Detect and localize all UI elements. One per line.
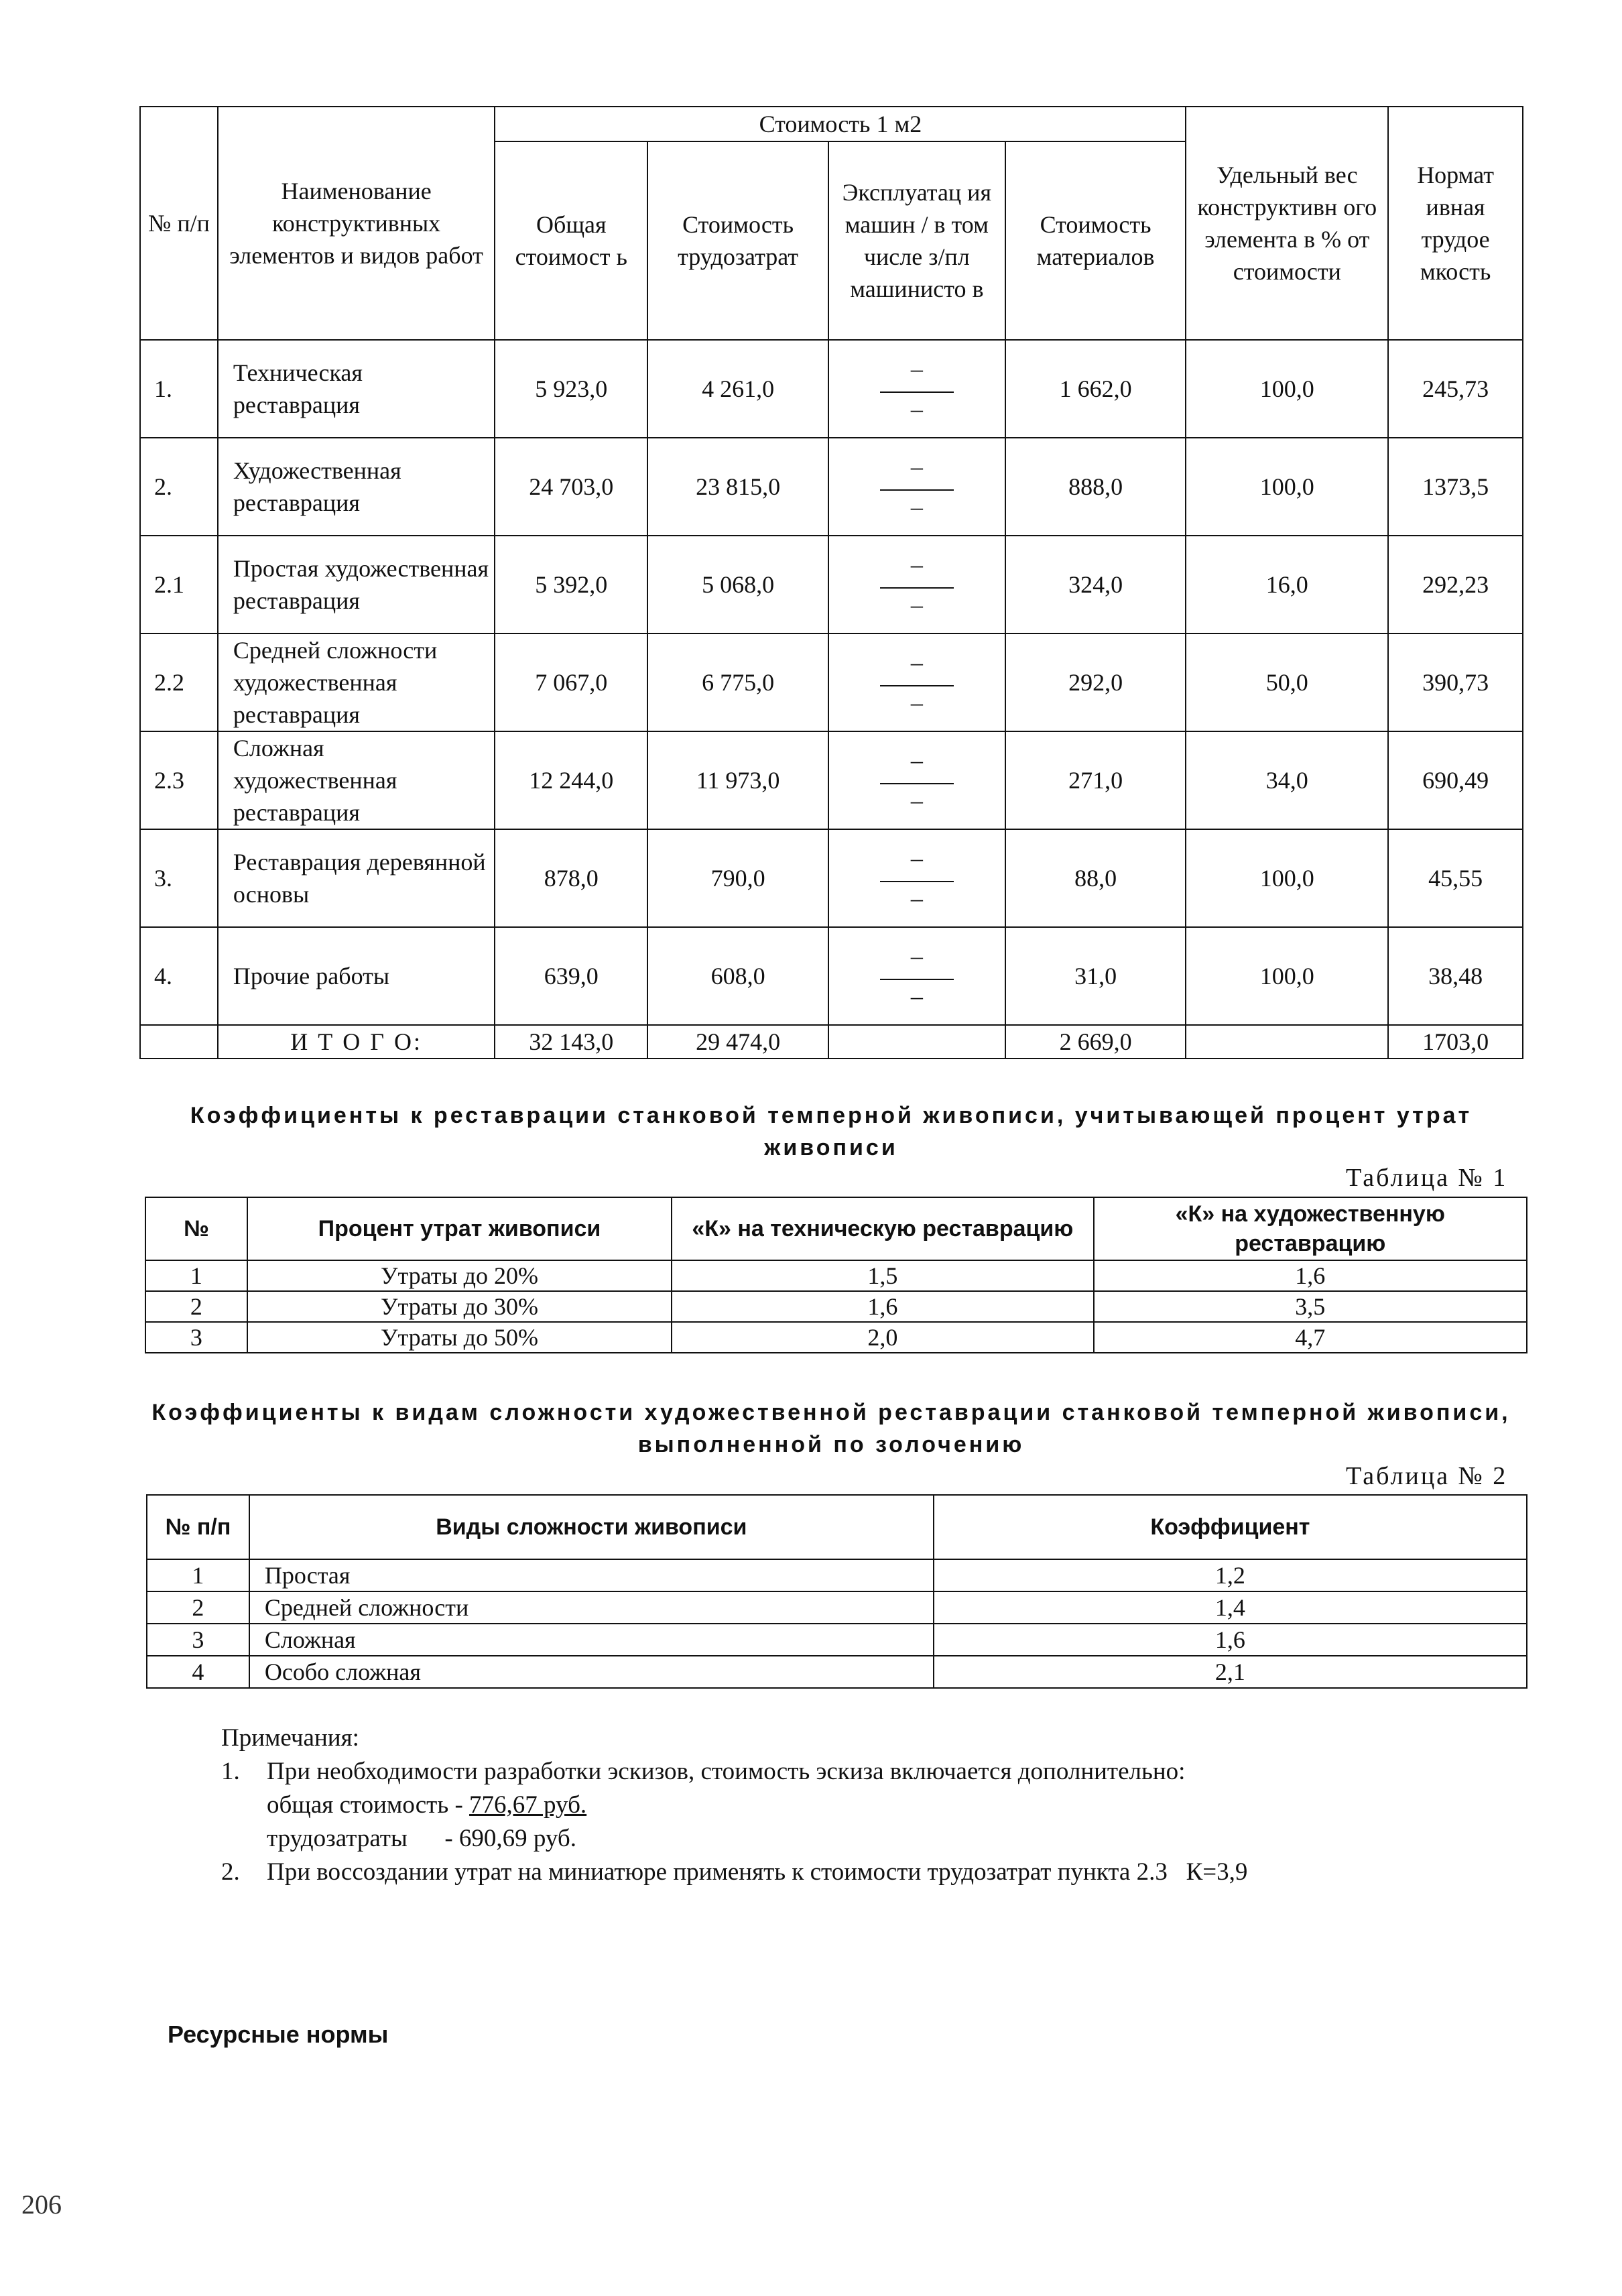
note-labor-line: трудозатраты - 690,69 руб.	[267, 1825, 576, 1852]
row-labor: 790,0	[647, 829, 828, 927]
table-row	[147, 1656, 1527, 1688]
table2-heading: Коэффициенты к видам сложности художественной реставрации станковой темперной живописи, выполненной по золочению	[151, 1400, 1511, 1457]
total-label: И Т О Г О:	[218, 1025, 495, 1059]
row-weight: 34,0	[1186, 731, 1388, 829]
t1-header-num: №	[145, 1197, 247, 1260]
row-machines: – –	[828, 731, 1005, 829]
row-name: Художественная реставрация	[218, 438, 495, 536]
row-total: 5 392,0	[495, 536, 647, 633]
note-number: 2.	[221, 1858, 240, 1886]
row-materials: 888,0	[1005, 438, 1186, 536]
total-row	[140, 1025, 1523, 1059]
row-materials: 324,0	[1005, 536, 1186, 633]
row-num: 2.3	[140, 731, 218, 829]
row-norm: 1373,5	[1388, 438, 1523, 536]
note-item-1	[221, 1755, 1495, 1856]
table-row	[147, 1591, 1527, 1624]
row-weight: 16,0	[1186, 536, 1388, 633]
t2-header-coef: Коэффициент	[934, 1495, 1527, 1559]
row-norm: 690,49	[1388, 731, 1523, 829]
row-labor: 5 068,0	[647, 536, 828, 633]
table-row	[140, 438, 1523, 536]
t2-coef: 1,2	[934, 1559, 1527, 1591]
total-machines	[828, 1025, 1005, 1059]
row-total: 24 703,0	[495, 438, 647, 536]
row-materials: 88,0	[1005, 829, 1186, 927]
row-norm: 38,48	[1388, 927, 1523, 1025]
row-weight: 50,0	[1186, 633, 1388, 731]
row-norm: 292,23	[1388, 536, 1523, 633]
row-num: 1.	[140, 340, 218, 438]
row-total: 639,0	[495, 927, 647, 1025]
row-materials: 292,0	[1005, 633, 1186, 731]
table-row	[145, 1322, 1527, 1353]
row-num: 2.2	[140, 633, 218, 731]
row-machines: – –	[828, 438, 1005, 536]
total-weight	[1186, 1025, 1388, 1059]
note-total-line	[267, 1789, 1495, 1822]
complexity-coefficient-table	[146, 1494, 1527, 1689]
t1-num: 2	[145, 1291, 247, 1322]
row-total: 7 067,0	[495, 633, 647, 731]
table2-label: Таблица № 2	[1346, 1462, 1508, 1490]
resource-norms-heading: Ресурсные нормы	[168, 2020, 389, 2048]
t2-num: 2	[147, 1591, 249, 1624]
note-total-label: общая стоимость -	[267, 1791, 470, 1819]
t2-header-kind: Виды сложности живописи	[249, 1495, 934, 1559]
header-total: Общая стоимост ь	[495, 141, 647, 340]
table-row	[147, 1624, 1527, 1656]
table-row	[140, 340, 1523, 438]
total-materials: 2 669,0	[1005, 1025, 1186, 1059]
t1-tech: 1,6	[672, 1291, 1093, 1322]
table-row	[145, 1291, 1527, 1322]
t2-kind: Простая	[249, 1559, 934, 1591]
row-norm: 245,73	[1388, 340, 1523, 438]
t2-coef: 1,4	[934, 1591, 1527, 1624]
t1-header-tech: «К» на техническую реставрацию	[672, 1197, 1093, 1260]
table-row	[140, 829, 1523, 927]
t2-kind: Средней сложности	[249, 1591, 934, 1624]
header-machines: Эксплуатац ия машин / в том числе з/пл машинисто в	[828, 141, 1005, 340]
t1-loss: Утраты до 30%	[247, 1291, 672, 1322]
note-text: При необходимости разработки эскизов, стоимость эскиза включается дополнительно:	[267, 1758, 1186, 1785]
t2-kind: Особо сложная	[249, 1656, 934, 1688]
row-name: Сложная художественная реставрация	[218, 731, 495, 829]
row-num: 2.1	[140, 536, 218, 633]
table-row	[140, 731, 1523, 829]
row-weight: 100,0	[1186, 927, 1388, 1025]
t1-loss: Утраты до 50%	[247, 1322, 672, 1353]
notes-title: Примечания:	[221, 1724, 359, 1752]
row-machines: – –	[828, 829, 1005, 927]
total-labor: 29 474,0	[647, 1025, 828, 1059]
t2-num: 1	[147, 1559, 249, 1591]
t1-tech: 2,0	[672, 1322, 1093, 1353]
row-name: Простая художественная реставрация	[218, 536, 495, 633]
note-number: 1.	[221, 1758, 240, 1785]
t1-num: 3	[145, 1322, 247, 1353]
table-row	[140, 536, 1523, 633]
row-machines: – –	[828, 633, 1005, 731]
row-weight: 100,0	[1186, 829, 1388, 927]
t1-header-loss: Процент утрат живописи	[247, 1197, 672, 1260]
t1-art: 4,7	[1094, 1322, 1527, 1353]
t2-coef: 1,6	[934, 1624, 1527, 1656]
row-total: 12 244,0	[495, 731, 647, 829]
cost-table	[139, 106, 1523, 1059]
row-labor: 6 775,0	[647, 633, 828, 731]
row-machines: – –	[828, 340, 1005, 438]
row-name: Средней сложности художественная реставрация	[218, 633, 495, 731]
row-materials: 1 662,0	[1005, 340, 1186, 438]
row-machines: – –	[828, 927, 1005, 1025]
total-total: 32 143,0	[495, 1025, 647, 1059]
table-row	[147, 1559, 1527, 1591]
row-weight: 100,0	[1186, 340, 1388, 438]
loss-coefficient-table	[145, 1197, 1527, 1353]
header-materials: Стоимость материалов	[1005, 141, 1186, 340]
t1-num: 1	[145, 1260, 247, 1291]
note-text: При воссоздании утрат на миниатюре применять к стоимости трудозатрат пункта 2.3 К=3,9	[267, 1858, 1248, 1886]
table1-label: Таблица № 1	[1346, 1164, 1508, 1192]
table-row	[145, 1260, 1527, 1291]
table-row	[140, 633, 1523, 731]
row-name: Техническая реставрация	[218, 340, 495, 438]
notes	[221, 1721, 1495, 1889]
row-num: 4.	[140, 927, 218, 1025]
t1-art: 1,6	[1094, 1260, 1527, 1291]
row-total: 878,0	[495, 829, 647, 927]
row-norm: 390,73	[1388, 633, 1523, 731]
row-materials: 31,0	[1005, 927, 1186, 1025]
header-labor: Стоимость трудозатрат	[647, 141, 828, 340]
t2-num: 4	[147, 1656, 249, 1688]
table1-heading: Коэффициенты к реставрации станковой темперной живописи, учитывающей процент утрат живописи	[190, 1103, 1473, 1160]
header-name: Наименование конструктивных элементов и видов работ	[218, 107, 495, 340]
row-labor: 23 815,0	[647, 438, 828, 536]
row-machines: – –	[828, 536, 1005, 633]
row-num: 3.	[140, 829, 218, 927]
note-total-value: 776,67 руб.	[469, 1791, 587, 1819]
total-norm: 1703,0	[1388, 1025, 1523, 1059]
row-name: Прочие работы	[218, 927, 495, 1025]
t1-tech: 1,5	[672, 1260, 1093, 1291]
row-norm: 45,55	[1388, 829, 1523, 927]
t1-art: 3,5	[1094, 1291, 1527, 1322]
page-number: 206	[21, 2189, 62, 2220]
t2-coef: 2,1	[934, 1656, 1527, 1688]
header-norm: Нормат ивная трудое мкость	[1388, 107, 1523, 340]
t1-header-art: «К» на художественную реставрацию	[1094, 1197, 1527, 1260]
row-num: 2.	[140, 438, 218, 536]
t1-loss: Утраты до 20%	[247, 1260, 672, 1291]
t2-kind: Сложная	[249, 1624, 934, 1656]
row-name: Реставрация деревянной основы	[218, 829, 495, 927]
note-item-2	[221, 1856, 1495, 1889]
t2-num: 3	[147, 1624, 249, 1656]
header-weight: Удельный вес конструктивн ого элемента в % от стоимости	[1186, 107, 1388, 340]
row-labor: 4 261,0	[647, 340, 828, 438]
row-labor: 11 973,0	[647, 731, 828, 829]
row-labor: 608,0	[647, 927, 828, 1025]
header-cost-group: Стоимость 1 м2	[495, 107, 1186, 141]
row-total: 5 923,0	[495, 340, 647, 438]
total-row-empty	[140, 1025, 218, 1059]
row-weight: 100,0	[1186, 438, 1388, 536]
table-row	[140, 927, 1523, 1025]
row-materials: 271,0	[1005, 731, 1186, 829]
header-num: № п/п	[140, 107, 218, 340]
t2-header-num: № п/п	[147, 1495, 249, 1559]
